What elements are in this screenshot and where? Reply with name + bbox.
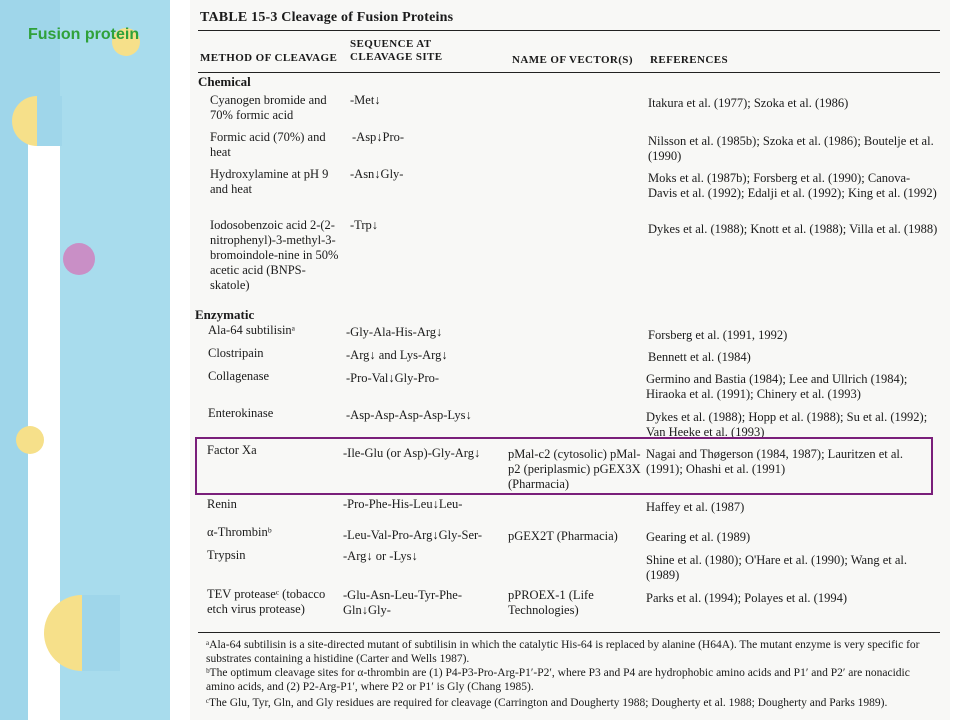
row-method: Ala-64 subtilisinᵃ xyxy=(208,323,296,337)
row-method: α-Thrombinᵇ xyxy=(207,525,272,539)
row-sequence: -Met↓ xyxy=(350,93,381,107)
header-vector: NAME OF VECTOR(S) xyxy=(512,54,633,66)
row-references: Germino and Bastia (1984); Lee and Ullrich (1984); Hiraoka et al. (1991); Chinery et al. (1993) xyxy=(646,372,908,401)
footnote-a: ᵃAla-64 subtilisin is a site-directed mutant of subtilisin in which the catalytic His-64 is replaced by alanine (H64A). The mutant enzyme is very specific for substrates containing a histidine (Carter and Wells 1987). xyxy=(206,639,920,665)
row-references: Shine et al. (1980); O'Hare et al. (1990); Wang et al. (1989) xyxy=(646,553,908,582)
row-sequence: -Gly-Ala-His-Arg↓ xyxy=(346,325,443,339)
row-method: Collagenase xyxy=(208,369,270,383)
purple-dot xyxy=(63,243,95,275)
section-enzymatic: Enzymatic xyxy=(195,307,255,322)
row-sequence: -Asp↓Pro- xyxy=(352,130,405,144)
row-references: Forsberg et al. (1991, 1992) xyxy=(648,328,788,342)
row-sequence: -Pro-Val↓Gly-Pro- xyxy=(346,371,440,385)
yellow-half-circle xyxy=(12,96,62,146)
row-references: Itakura et al. (1977); Szoka et al. (1986) xyxy=(648,96,849,110)
row-method: Trypsin xyxy=(207,548,246,562)
row-method: Cyanogen bromide and 70% formic acid xyxy=(210,93,327,122)
row-references: Nilsson et al. (1985b); Szoka et al. (1986); Boutelje et al. (1990) xyxy=(648,134,934,163)
row-references: Dykes et al. (1988); Hopp et al. (1988); Su et al. (1992); Van Heeke et al. (1993) xyxy=(646,410,928,438)
row-references: Bennett et al. (1984) xyxy=(648,350,751,364)
header-sequence: SEQUENCE AT CLEAVAGE SITE xyxy=(350,38,443,63)
footnote-b: ᵇThe optimum cleavage sites for α-thrombin are (1) P4-P3-Pro-Arg-P1′-P2′, where P3 and P4 are hydrophobic amino acids and P1′ and P2′ are nonacidic amino acids, and (2) P2-Arg-P1′, where P2 or P1′ is Gly (Chang 1985). xyxy=(206,667,910,693)
row-vector: pPROEX-1 (Life Technologies) xyxy=(508,588,594,617)
row-method: Clostripain xyxy=(208,346,264,360)
rule-header xyxy=(198,72,940,73)
factor-xa-highlight-box xyxy=(195,437,933,495)
yellow-half-circle-large xyxy=(44,595,120,671)
row-sequence: -Trp↓ xyxy=(350,218,379,232)
scanned-table-page xyxy=(190,0,950,720)
row-method: Hydroxylamine at pH 9 and heat xyxy=(210,167,329,196)
row-sequence: -Arg↓ or -Lys↓ xyxy=(343,549,418,563)
row-vector: pGEX2T (Pharmacia) xyxy=(508,529,618,543)
row-references: Haffey et al. (1987) xyxy=(646,500,745,514)
row-vector-factor-xa: pMal-c2 (cytosolic) pMal-p2 (periplasmic) pGEX3X (Pharmacia) xyxy=(508,447,641,491)
row-sequence-factor-xa: -Ile-Glu (or Asp)-Gly-Arg↓ xyxy=(343,446,481,460)
row-references: Parks et al. (1994); Polayes et al. (1994) xyxy=(646,591,847,605)
decorative-sidebar xyxy=(0,0,190,720)
rule-top xyxy=(198,30,940,31)
section-chemical: Chemical xyxy=(198,74,251,89)
row-references-factor-xa: Nagai and Thøgerson (1984, 1987); Lauritzen et al. (1991); Ohashi et al. (1991) xyxy=(646,447,903,476)
slide-title: Fusion protein xyxy=(28,26,140,43)
row-references: Gearing et al. (1989) xyxy=(646,530,751,544)
header-method: METHOD OF CLEAVAGE xyxy=(200,52,338,64)
row-references: Moks et al. (1987b); Forsberg et al. (1990); Canova-Davis et al. (1992); Edalji et al. (1992); King et al. (1992) xyxy=(648,171,937,200)
row-sequence: -Asp-Asp-Asp-Asp-Lys↓ xyxy=(346,408,472,422)
rule-bottom xyxy=(198,632,940,633)
row-method: TEV proteaseᶜ (tobacco etch virus protease) xyxy=(207,587,326,616)
row-method-factor-xa: Factor Xa xyxy=(207,443,257,457)
row-references: Dykes et al. (1988); Knott et al. (1988); Villa et al. (1988) xyxy=(648,222,938,236)
row-method: Formic acid (70%) and heat xyxy=(210,130,326,159)
row-method: Enterokinase xyxy=(208,406,274,420)
yellow-dot-small xyxy=(16,426,44,454)
row-sequence: -Pro-Phe-His-Leu↓Leu- xyxy=(343,497,463,511)
row-sequence: -Leu-Val-Pro-Arg↓Gly-Ser- xyxy=(343,528,483,542)
footnote-c: ᶜThe Glu, Tyr, Gln, and Gly residues are required for cleavage (Carrington and Dougherty 1988; Dougherty et al. 1988; Dougherty and Parks 1989). xyxy=(206,697,888,709)
header-references: REFERENCES xyxy=(650,54,728,66)
table-title: TABLE 15-3 Cleavage of Fusion Proteins xyxy=(200,10,454,25)
row-sequence: -Glu-Asn-Leu-Tyr-Phe-Gln↓Gly- xyxy=(343,588,462,617)
row-method: Iodosobenzoic acid 2-(2-nitrophenyl)-3-methyl-3-bromoindole-nine in 50% acetic acid (BNPS-skatole) xyxy=(210,218,339,292)
row-sequence: -Arg↓ and Lys-Arg↓ xyxy=(346,348,448,362)
row-sequence: -Asn↓Gly- xyxy=(350,167,404,181)
row-method: Renin xyxy=(207,497,237,511)
